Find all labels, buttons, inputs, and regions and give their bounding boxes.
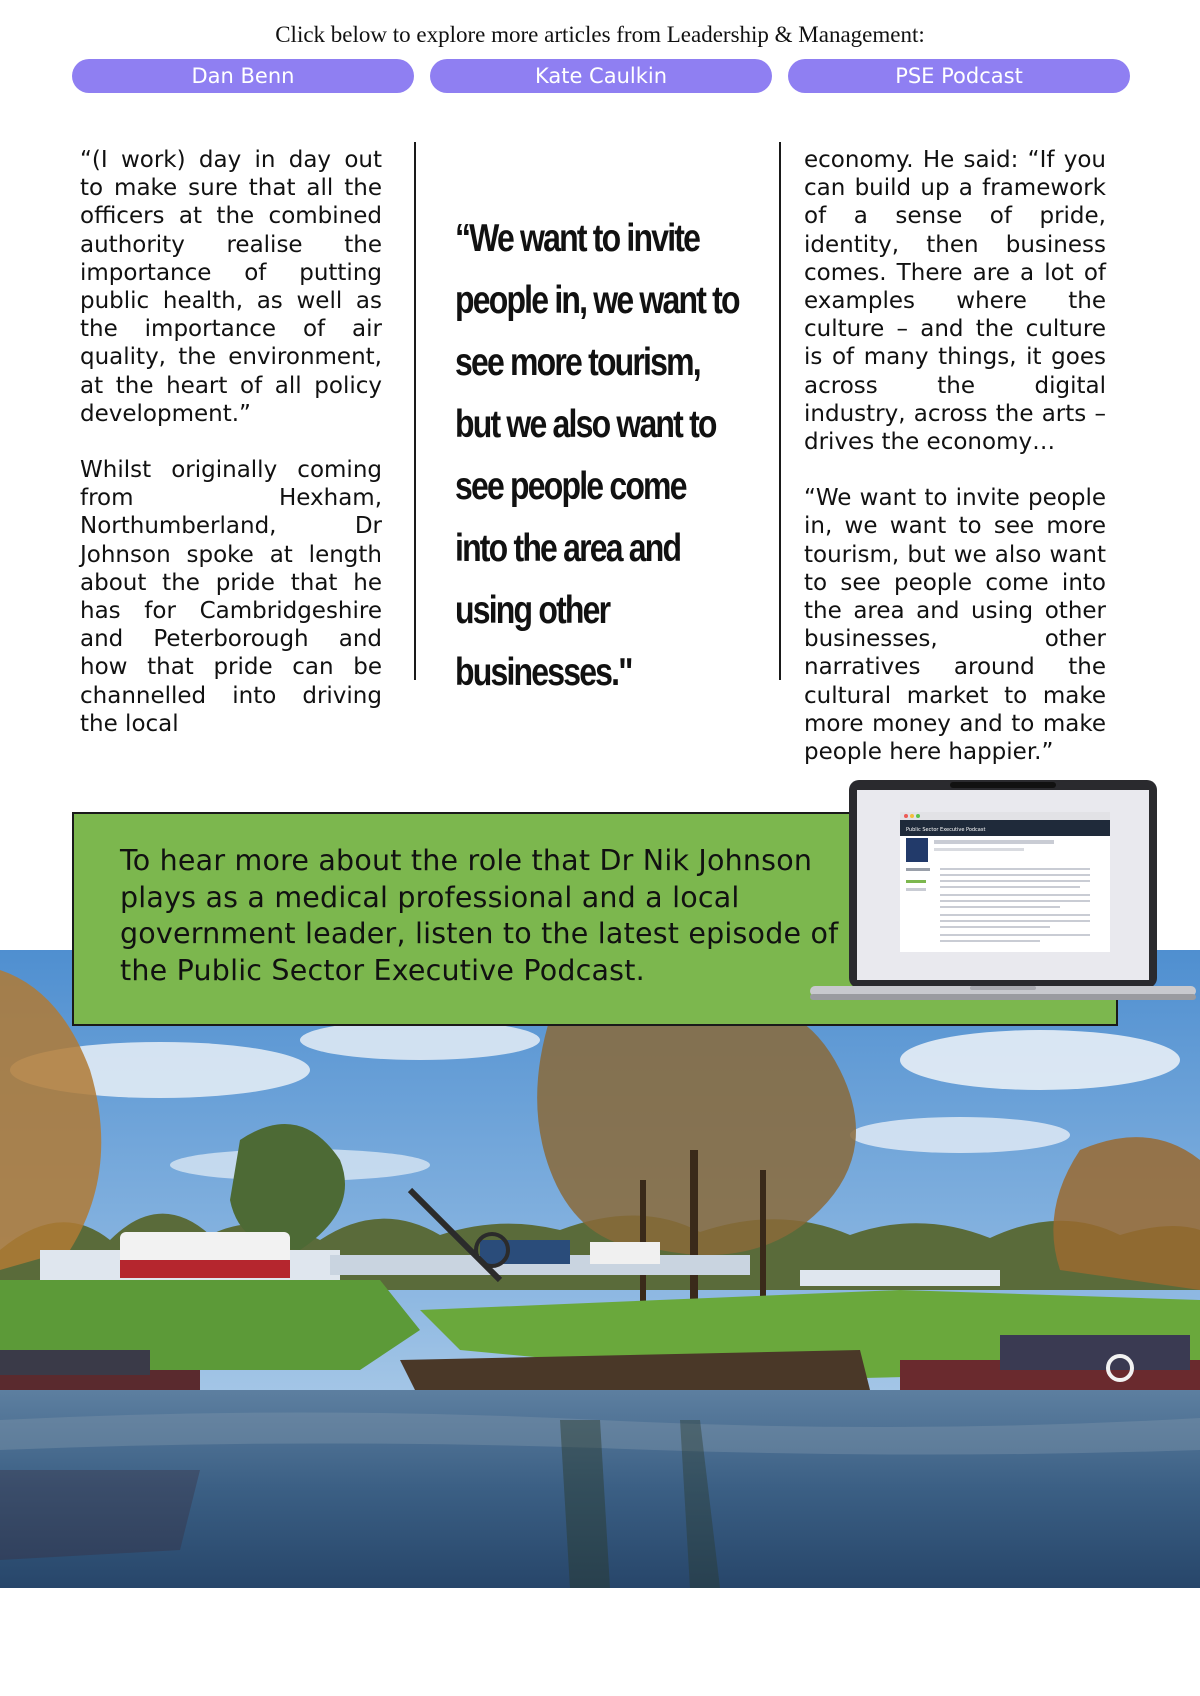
podcast-promo-text: To hear more about the role that Dr Nik Johnson plays as a medical professional and a local government leader, listen to the latest episode of the Public Sector Executive Podcast. xyxy=(120,844,839,987)
right-column xyxy=(804,146,1106,794)
left-paragraph: “(I work) day in day out to make sure that all the officers at the combined authority realise the importance of putting public health, as well as the importance of air quality, the environment, at the heart of all policy development.” xyxy=(80,147,382,427)
link-dan-benn[interactable]: Dan Benn xyxy=(72,59,414,93)
link-kate-caulkin[interactable]: Kate Caulkin xyxy=(430,59,772,93)
column-divider-right xyxy=(779,142,781,680)
header-intro: Click below to explore more articles from Leadership & Management: xyxy=(275,22,925,47)
laptop-image xyxy=(810,780,1196,1006)
column-divider-left xyxy=(414,142,416,680)
link-pse-podcast[interactable]: PSE Podcast xyxy=(788,59,1130,93)
right-paragraph: “We want to invite people in, we want to see more tourism, but we also want to see people come into the area and using other businesses, other narratives around the cultural market to make more money and to make people here happier.” xyxy=(804,485,1106,766)
pull-quote: “We want to invite people in, we want to see more tourism, but we also want to see people come into the area and using other businesses." xyxy=(455,217,739,694)
marina-photo xyxy=(0,950,1200,1588)
left-column xyxy=(80,146,382,766)
left-paragraph: Whilst originally coming from Hexham, Northumberland, Dr Johnson spoke at length about the pride that he has for Cambridgeshire and Peterborough and how that pride can be channelled into driving the local xyxy=(80,457,382,737)
right-paragraph: economy. He said: “If you can build up a framework of a sense of pride, identity, then business comes. There are a lot of examples where the culture – and the culture is of many things, it goes across the digital industry, across the arts – drives the economy… xyxy=(804,147,1106,456)
laptop-screen-title: Public Sector Executive Podcast xyxy=(906,827,986,833)
